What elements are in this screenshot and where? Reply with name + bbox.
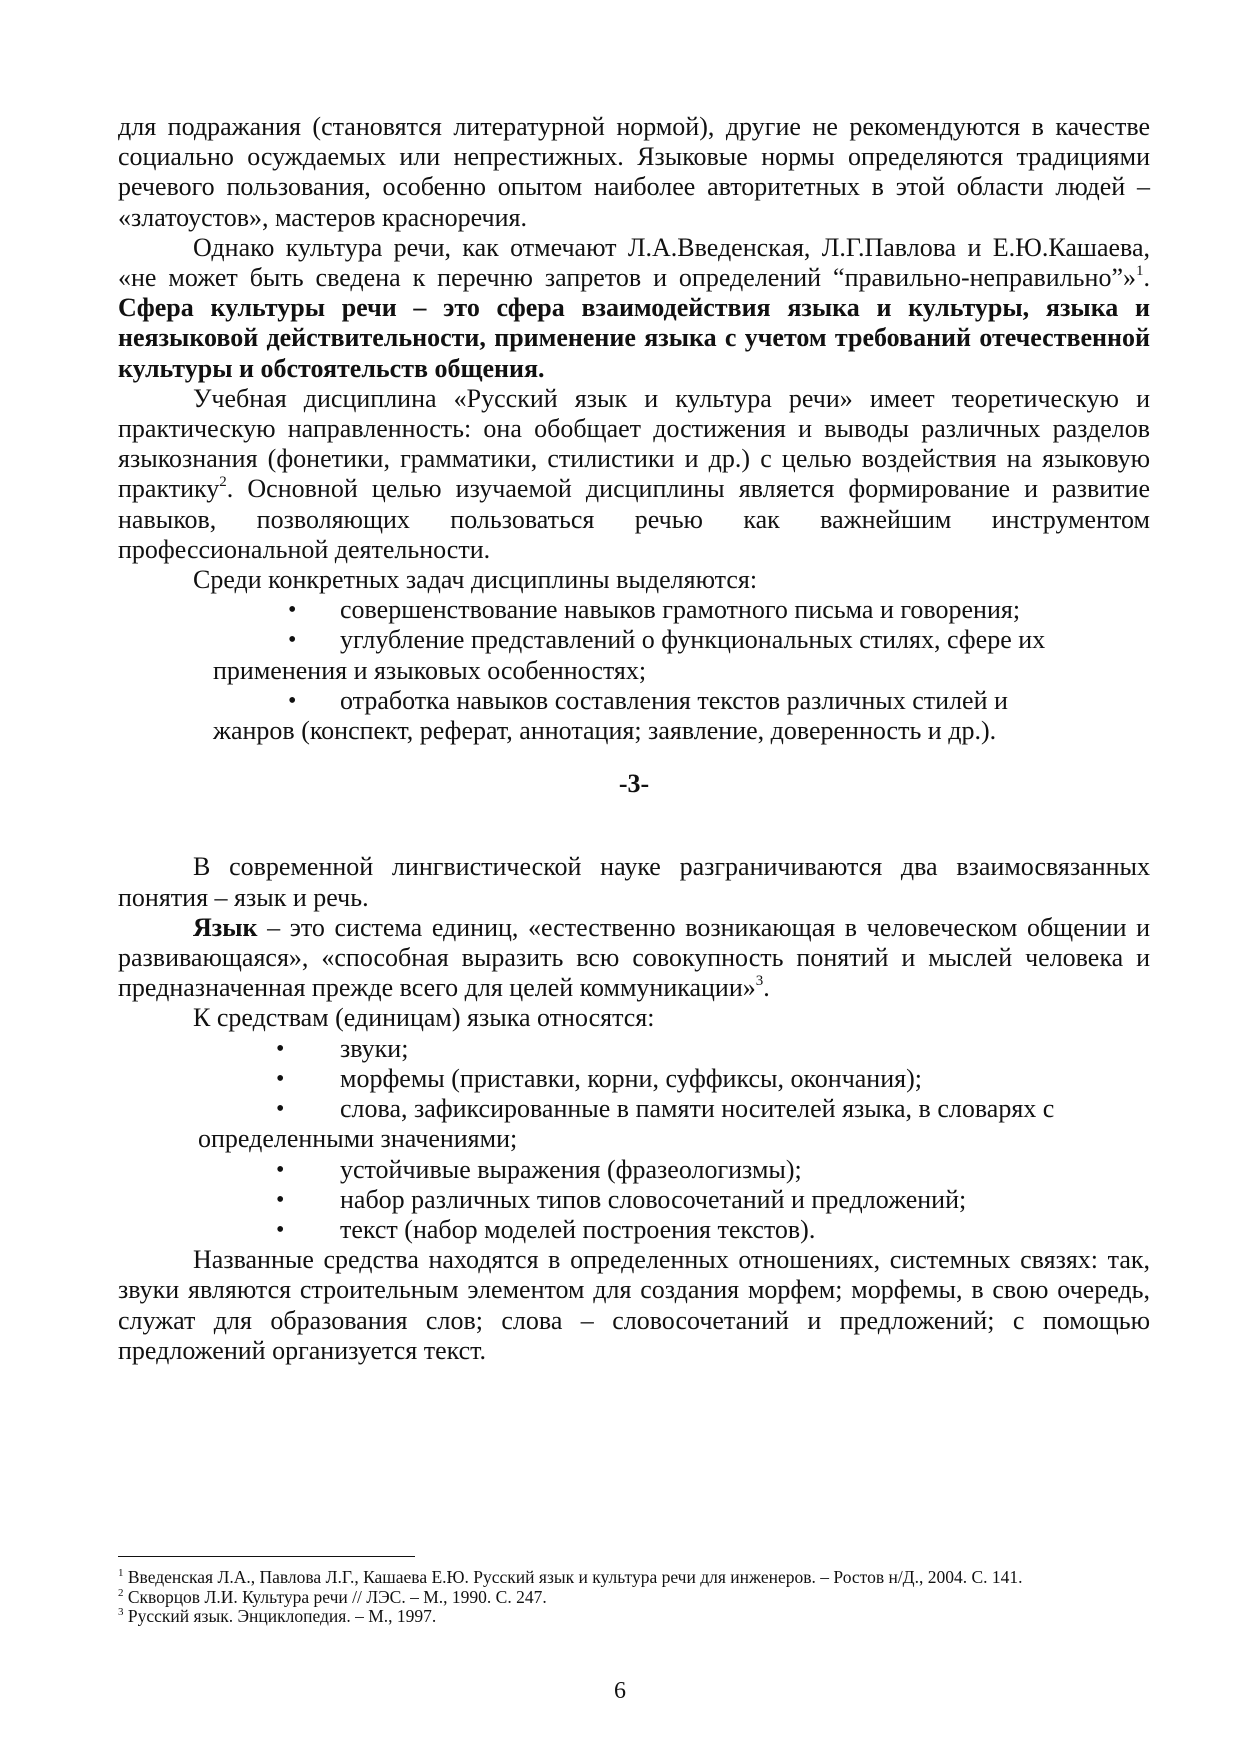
paragraph-units-intro: К средствам (единицам) языка относятся: bbox=[193, 1003, 655, 1033]
paragraph-discipline bbox=[118, 384, 1150, 565]
definition-bold: Сфера культуры речи – это сфера взаимодействия языка и культуры, языка и неязыковой действительности, применение языка с учетом требований отечественной культуры и обстоятельств общения. bbox=[118, 293, 1150, 383]
bullet-icon: • bbox=[276, 1096, 285, 1123]
footnote-separator bbox=[118, 1556, 415, 1557]
bullet-icon: • bbox=[276, 1065, 285, 1092]
footnote-2 bbox=[118, 1588, 1158, 1608]
list-item-continuation: определенными значениями; bbox=[198, 1124, 518, 1154]
list-item-text: текст (набор моделей построения текстов). bbox=[340, 1214, 816, 1244]
page-number: 6 bbox=[614, 1678, 626, 1704]
paragraph-text: Учебная дисциплина «Русский язык и культура речи» имеет теоретическую и практическую направленность: она обобщает достижения и выводы различных разделов языкознания (фонетики, грамматики, стилистики и др.) с целью воздействия на языковую практику bbox=[118, 383, 1150, 504]
list-item bbox=[118, 1155, 1150, 1185]
paragraph-text: . Основной целью изучаемой дисциплины является формирование и развитие навыков, позволяющих пользоваться речью как важнейшим инструментом профессиональной деятельности. bbox=[118, 474, 1150, 564]
paragraph-speech-culture-sphere bbox=[118, 233, 1150, 384]
footnote-number: 1 bbox=[118, 1567, 124, 1579]
punctuation: . bbox=[763, 973, 770, 1003]
footnote-text: Русский язык. Энциклопедия. – М., 1997. bbox=[123, 1606, 437, 1626]
list-item bbox=[118, 625, 1150, 685]
footnote-ref-1[interactable]: 1 bbox=[1136, 263, 1144, 280]
page-body bbox=[118, 112, 1150, 1366]
paragraph-text: Однако культура речи, как отмечают Л.А.Введенская, Л.Г.Павлова и Е.Ю.Кашаева, «не может быть сведена к перечню запретов и определений “правильно-неправильно”» bbox=[118, 232, 1150, 293]
tasks-list bbox=[118, 595, 1150, 746]
footnote-ref-2[interactable]: 2 bbox=[219, 474, 227, 491]
list-item-text: устойчивые выражения (фразеологизмы); bbox=[340, 1154, 802, 1184]
punctuation: . bbox=[1143, 263, 1150, 293]
footnote-text: Введенская Л.А., Павлова Л.Г., Кашаева Е.Ю. Русский язык и культура речи для инженеров. – Ростов н/Д., 2004. С. 141. bbox=[123, 1567, 1023, 1587]
paragraph-language-definition bbox=[118, 913, 1150, 1004]
list-item bbox=[118, 1034, 1150, 1064]
list-item-continuation: жанров (конспект, реферат, аннотация; заявление, доверенность и др.). bbox=[213, 716, 997, 746]
bullet-icon: • bbox=[288, 627, 297, 654]
paragraph-text: – это система единиц, «естественно возникающая в человеческом общении и развивающаяся», «способная выразить всю совокупность понятий и мыслей человека и предназначенная прежде всего для целей коммуникации» bbox=[118, 912, 1150, 1003]
list-item-continuation: применения и языковых особенностях; bbox=[213, 655, 647, 685]
paragraph-language-speech: В современной лингвистической науке разграничиваются два взаимосвязанных понятия – язык и речь. bbox=[118, 852, 1150, 912]
list-item-text: звуки; bbox=[340, 1033, 409, 1063]
list-item bbox=[118, 686, 1150, 746]
language-units-list bbox=[118, 1034, 1150, 1245]
section-heading: -3- bbox=[618, 769, 650, 799]
paragraph-system-relations: Названные средства находятся в определенных отношениях, системных связях: так, звуки являются строительным элементом для создания морфем; морфемы, в свою очередь, служат для образования слов; слова – словосочетаний и предложений; с помощью предложений организуется текст. bbox=[118, 1245, 1150, 1365]
bullet-icon: • bbox=[276, 1216, 285, 1243]
list-item bbox=[118, 1064, 1150, 1094]
paragraph-tasks-intro: Среди конкретных задач дисциплины выделяются: bbox=[193, 565, 758, 595]
term-bold: Язык bbox=[193, 912, 258, 942]
list-item bbox=[118, 1215, 1150, 1245]
list-item-text: слова, зафиксированные в памяти носителей языка, в словарях с bbox=[340, 1094, 1055, 1124]
bullet-icon: • bbox=[276, 1186, 285, 1213]
footnotes bbox=[118, 1568, 1158, 1627]
list-item-text: углубление представлений о функциональных стилях, сфере их bbox=[340, 625, 1046, 655]
paragraph-norms-continuation: для подражания (становятся литературной нормой), другие не рекомендуются в качестве социально осуждаемых или непрестижных. Языковые нормы определяются традициями речевого пользования, особенно опытом наиболее авторитетных в этой области людей – «златоустов», мастеров красноречия. bbox=[118, 112, 1150, 232]
list-item-text: набор различных типов словосочетаний и предложений; bbox=[340, 1184, 967, 1214]
list-item bbox=[118, 1094, 1150, 1154]
bullet-icon: • bbox=[288, 597, 297, 624]
bullet-icon: • bbox=[288, 687, 297, 714]
bullet-icon: • bbox=[276, 1035, 285, 1062]
list-item bbox=[118, 1185, 1150, 1215]
footnote-number: 2 bbox=[118, 1586, 124, 1599]
footnote-text: Скворцов Л.И. Культура речи // ЛЭС. – М., 1990. С. 247. bbox=[123, 1586, 547, 1607]
footnote-3 bbox=[118, 1607, 1158, 1627]
list-item-text: отработка навыков составления текстов различных стилей и bbox=[340, 685, 1008, 715]
footnote-1 bbox=[118, 1568, 1158, 1588]
footnote-number: 3 bbox=[118, 1606, 124, 1618]
list-item-text: морфемы (приставки, корни, суффиксы, окончания); bbox=[340, 1063, 922, 1093]
bullet-icon: • bbox=[276, 1156, 285, 1183]
footnote-ref-3[interactable]: 3 bbox=[755, 973, 764, 990]
list-item-text: совершенствование навыков грамотного письма и говорения; bbox=[340, 595, 1021, 625]
list-item bbox=[118, 595, 1150, 625]
